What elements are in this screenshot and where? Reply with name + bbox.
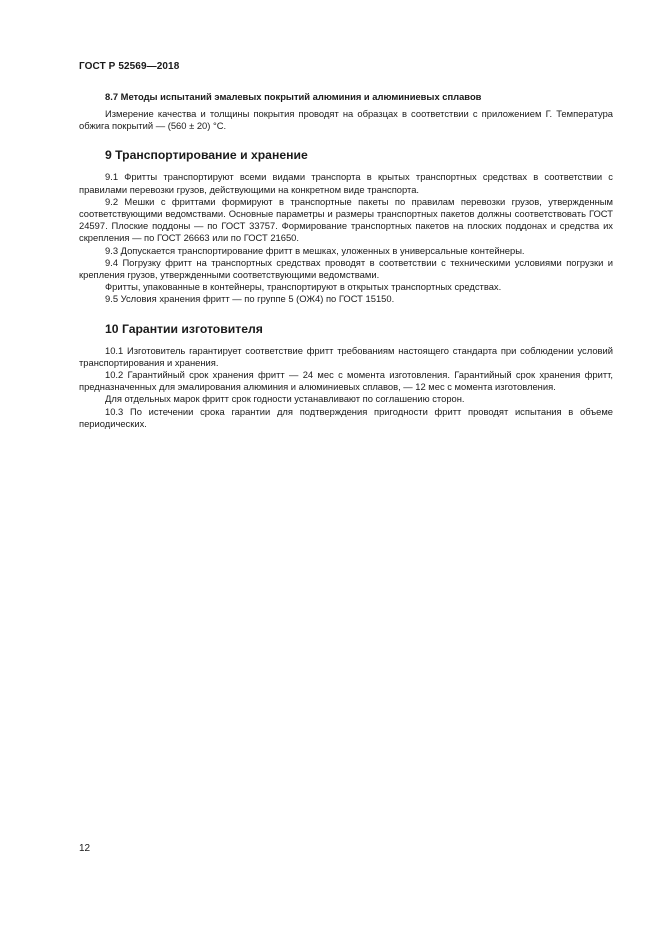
paragraph-10-2-note: Для отдельных марок фритт срок годности устанавливают по соглашению сторон. bbox=[105, 393, 465, 405]
paragraph-10-2: 10.2 Гарантийный срок хранения фритт — 24 мес с момента изготовления. Гарантийный срок хранения фритт, предназначенных для эмалирования алюминия и алюминиевых сплавов, — 12 мес с момента изготовления. bbox=[79, 369, 613, 393]
section-title-10: 10 Гарантии изготовителя bbox=[105, 321, 263, 336]
paragraph-9-5: 9.5 Условия хранения фритт — по группе 5 (ОЖ4) по ГОСТ 15150. bbox=[105, 293, 395, 305]
paragraph-9-4: 9.4 Погрузку фритт на транспортных средствах проводят в соответствии с техническими условиями погрузки и крепления грузов, утвержденными соответствующими ведомствами. bbox=[79, 256, 613, 281]
paragraph-8-7: Измерение качества и толщины покрытия проводят на образцах в соответствии с приложением Г. Температура обжига покрытий — (560 ± 20) °С. bbox=[79, 108, 613, 132]
paragraph-9-1: 9.1 Фритты транспортируют всеми видами транспорта в крытых транспортных средствах в соответствии с правилами перевозки грузов, действующими на конкретном виде транспорта. bbox=[79, 171, 613, 195]
page-number: 12 bbox=[79, 843, 91, 854]
paragraph-9-3: 9.3 Допускается транспортирование фритт в мешках, уложенных в универсальные контейнеры. bbox=[105, 244, 525, 256]
document-code-header: ГОСТ Р 52569—2018 bbox=[79, 61, 180, 72]
subsection-heading-8-7: 8.7 Методы испытаний эмалевых покрытий алюминия и алюминиевых сплавов bbox=[105, 91, 482, 102]
paragraph-9-4-note: Фритты, упакованные в контейнеры, транспортируют в открытых транспортных средствах. bbox=[105, 281, 502, 293]
page-content bbox=[79, 91, 613, 430]
paragraph-10-1: 10.1 Изготовитель гарантирует соответствие фритт требованиям настоящего стандарта при соблюдении условий транспортирования и хранения. bbox=[79, 344, 613, 368]
paragraph-9-2: 9.2 Мешки с фриттами формируют в транспортные пакеты по правилам перевозки грузов, утвержденным соответствующими ведомствами. Основные параметры и размеры транспортных пакетов должны соответствовать ГОСТ 24597. Плоские поддоны — по ГОСТ 33757. Формирование транспортных пакетов на плоских поддонах и средства их скрепления — по ГОСТ 26663 или по ГОСТ 21650. bbox=[79, 195, 613, 244]
paragraph-10-3: 10.3 По истечении срока гарантии для подтверждения пригодности фритт проводят испытания в объеме периодических. bbox=[79, 405, 613, 429]
section-title-9: 9 Транспортирование и хранение bbox=[105, 148, 308, 163]
